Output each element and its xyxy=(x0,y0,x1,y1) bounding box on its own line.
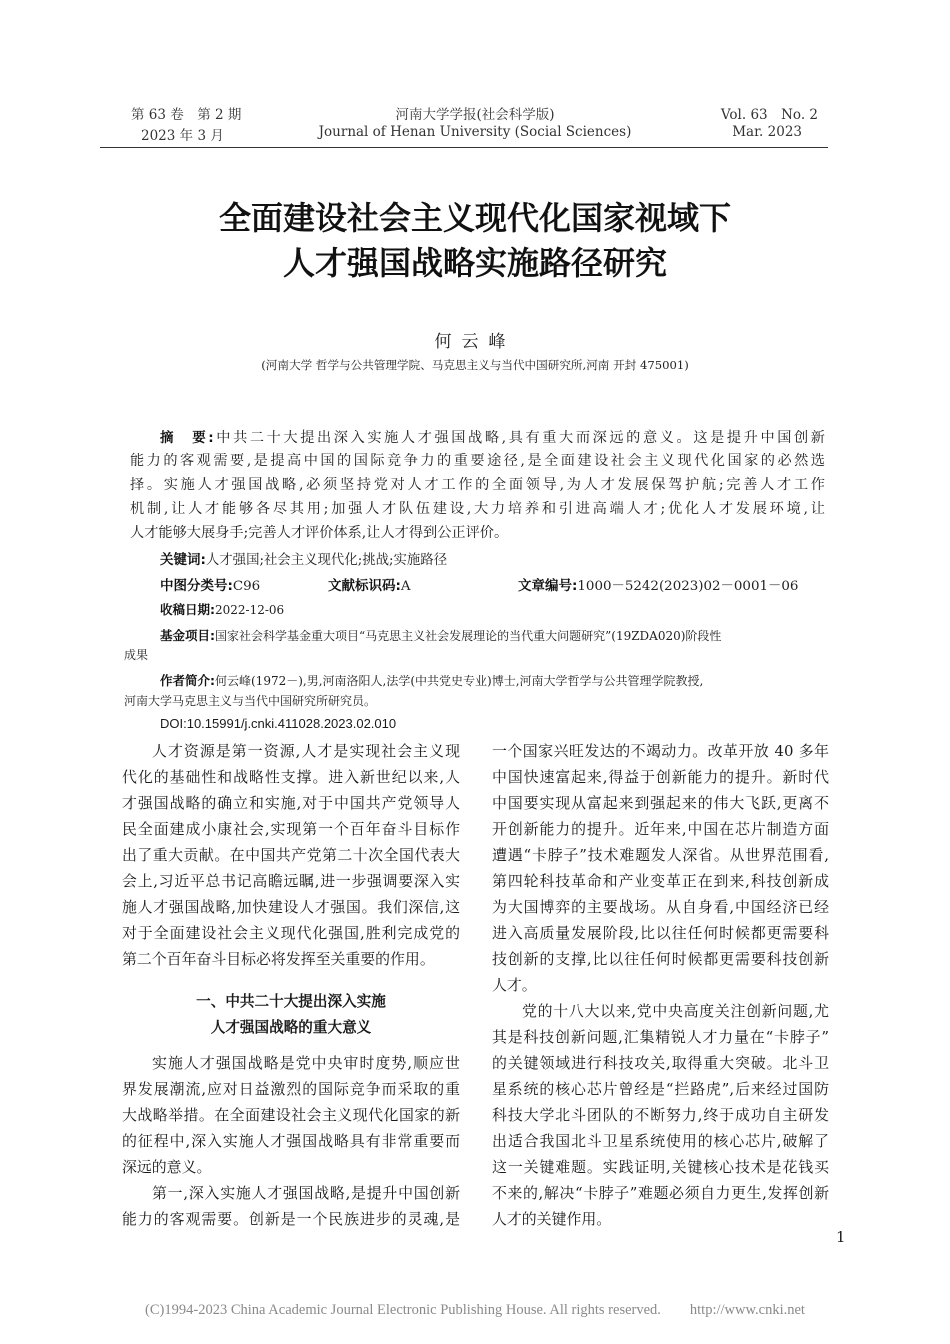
article-number-value: 1000－5242(2023)02－0001－06 xyxy=(577,579,799,594)
abstract-line: 人才能够大展身手;完善人才评价体系,让人才得到公正评价。 xyxy=(130,525,509,541)
page-number: 1 xyxy=(836,1228,846,1246)
body-line: 党的十八大以来,党中央高度关注创新问题,尤 xyxy=(522,1002,829,1020)
header-vol-en: Vol. 63 No. 2 xyxy=(720,107,818,123)
header-volume-issue: 第 63 卷 第 2 期 xyxy=(131,107,242,123)
body-line: 的征程中,深入实施人才强国战略具有非常重要而 xyxy=(122,1132,460,1150)
body-line: 出适合我国北斗卫星系统使用的核心芯片,破解了 xyxy=(492,1132,829,1150)
author-affiliation: (河南大学 哲学与公共管理学院、马克思主义与当代中国研究所,河南 开封 475001) xyxy=(261,358,689,372)
copyright-footer: (C)1994-2023 China Academic Journal Electronic Publishing House. All rights reserved. http://www.cnki.net xyxy=(145,1302,805,1318)
header-journal-en: Journal of Henan University (Social Sciences) xyxy=(318,124,632,140)
header-journal-cn: 河南大学学报(社会科学版) xyxy=(395,107,555,123)
abstract-text: 中共二十大提出深入实施人才强国战略,具有重大而深远的意义。这是提升中国创新 xyxy=(213,430,825,446)
body-line: 中国要实现从富起来到强起来的伟大飞跃,更离不 xyxy=(492,794,829,812)
body-line: 开创新能力的提升。近年来,中国在芯片制造方面 xyxy=(492,820,829,838)
body-line: 对于全面建设社会主义现代化强国,胜利完成党的 xyxy=(122,924,460,942)
body-line: 代化的基础性和战略性支撑。进入新世纪以来,人 xyxy=(122,768,460,786)
body-line: 界发展潮流,应对日益激烈的国际竞争而采取的重 xyxy=(122,1080,460,1098)
clc-label: 中图分类号: xyxy=(160,578,233,594)
abstract-label: 摘 要: xyxy=(160,430,214,446)
body-line: 其是科技创新问题,汇集精锐人才力量在“卡脖子” xyxy=(492,1028,829,1046)
section-heading-line-1: 一、中共二十大提出深入实施 xyxy=(196,993,386,1010)
body-line: 一个国家兴旺发达的不竭动力。改革开放 40 多年 xyxy=(492,742,829,760)
fund-line-2: 成果 xyxy=(124,648,149,662)
abstract-line: 机制,让人才能够各尽其用;加强人才队伍建设,大力培养和引进高端人才;优化人才发展环境,让 xyxy=(130,501,825,517)
body-line: 科技大学北斗团队的不断努力,终于成功自主研发 xyxy=(492,1106,829,1124)
body-line: 施人才强国战略,加快建设人才强国。我们深信,这 xyxy=(122,898,460,916)
fund-text: 国家社会科学基金重大项目“马克思主义社会发展理论的当代重大问题研究”(19ZDA020)阶段性 xyxy=(215,629,722,643)
section-heading-line-2: 人才强国战略的重大意义 xyxy=(210,1019,372,1036)
bio-line-2: 河南大学马克思主义与当代中国研究所研究员。 xyxy=(124,694,377,708)
body-line: 进入高质量发展阶段,比以往任何时候都更需要科 xyxy=(492,924,829,942)
body-line: 这一关键难题。实践证明,关键核心技术是花钱买 xyxy=(492,1158,829,1176)
doc-value: A xyxy=(400,579,411,594)
body-line: 星系统的核心芯片曾经是“拦路虎”,后来经过国防 xyxy=(492,1080,829,1098)
body-line: 民全面建成小康社会,实现第一个百年奋斗目标作 xyxy=(122,820,460,838)
bio-label: 作者简介: xyxy=(160,673,215,688)
keywords-value: 人才强国;社会主义现代化;挑战;实施路径 xyxy=(205,553,448,568)
bio-line-1 xyxy=(160,671,703,689)
title-line-2: 人才强国战略实施路径研究 xyxy=(282,244,667,282)
body-line: 中国快速富起来,得益于创新能力的提升。新时代 xyxy=(492,768,829,786)
clc-code xyxy=(160,574,260,594)
body-line: 深远的意义。 xyxy=(122,1158,212,1176)
author-name: 何云峰 xyxy=(434,332,516,352)
clc-value: C96 xyxy=(232,579,261,594)
keywords-label: 关键词: xyxy=(160,552,206,568)
fund-line-1 xyxy=(160,626,721,644)
received-date xyxy=(160,600,284,618)
body-line: 才强国战略的确立和实施,对于中国共产党领导人 xyxy=(122,794,460,812)
body-line: 第一,深入实施人才强国战略,是提升中国创新 xyxy=(152,1184,460,1202)
body-line: 人才。 xyxy=(492,976,537,994)
body-line: 技创新的支撑,比以往任何时候都更需要科技创新 xyxy=(492,950,829,968)
body-line: 大战略举措。在全面建设社会主义现代化国家的新 xyxy=(122,1106,460,1124)
body-line: 会上,习近平总书记高瞻远瞩,进一步强调要深入实 xyxy=(122,872,460,890)
abstract-line: 能力的客观需要,是提高中国的国际竞争力的重要途径,是全面建设社会主义现代化国家的必然选 xyxy=(130,453,825,469)
body-line: 遭遇“卡脖子”技术难题发人深省。从世界范围看, xyxy=(492,846,829,864)
body-line: 为大国博弈的主要战场。从自身看,中国经济已经 xyxy=(492,898,829,916)
header-date-cn: 2023 年 3 月 xyxy=(141,128,224,144)
received-label: 收稿日期: xyxy=(160,602,215,617)
doc-label: 文献标识码: xyxy=(328,578,401,594)
doc-code xyxy=(328,574,411,594)
body-line: 不来的,解决“卡脖子”难题必须自力更生,发挥创新 xyxy=(492,1184,829,1202)
title-line-1: 全面建设社会主义现代化国家视域下 xyxy=(218,199,731,237)
body-line: 的关键领域进行科技攻关,取得重大突破。北斗卫 xyxy=(492,1054,829,1072)
article-number-label: 文章编号: xyxy=(518,578,578,594)
body-line: 实施人才强国战略是党中央审时度势,顺应世 xyxy=(152,1054,460,1072)
bio-text: 何云峰(1972－),男,河南洛阳人,法学(中共党史专业)博士,河南大学哲学与公共管理学院教授, xyxy=(215,674,704,688)
keywords xyxy=(160,548,447,568)
header-date-en: Mar. 2023 xyxy=(732,124,802,140)
body-line: 人才资源是第一资源,人才是实现社会主义现 xyxy=(152,742,460,760)
doi: DOI:10.15991/j.cnki.411028.2023.02.010 xyxy=(160,716,397,731)
body-line: 能力的客观需要。创新是一个民族进步的灵魂,是 xyxy=(122,1210,460,1228)
fund-label: 基金项目: xyxy=(160,628,215,643)
body-line: 出了重大贡献。在中国共产党第二十次全国代表大 xyxy=(122,846,460,864)
header-rule xyxy=(100,147,828,148)
received-value: 2022-12-06 xyxy=(215,603,285,617)
body-line: 第二个百年奋斗目标必将发挥至关重要的作用。 xyxy=(122,950,435,968)
abstract-line xyxy=(160,426,825,447)
body-line: 第四轮科技革命和产业变革正在到来,科技创新成 xyxy=(492,872,829,890)
body-line: 人才的关键作用。 xyxy=(492,1210,612,1228)
article-number xyxy=(518,574,798,594)
abstract-line: 择。实施人才强国战略,必须坚持党对人才工作的全面领导,为人才发展保驾护航;完善人才工作 xyxy=(130,477,825,493)
